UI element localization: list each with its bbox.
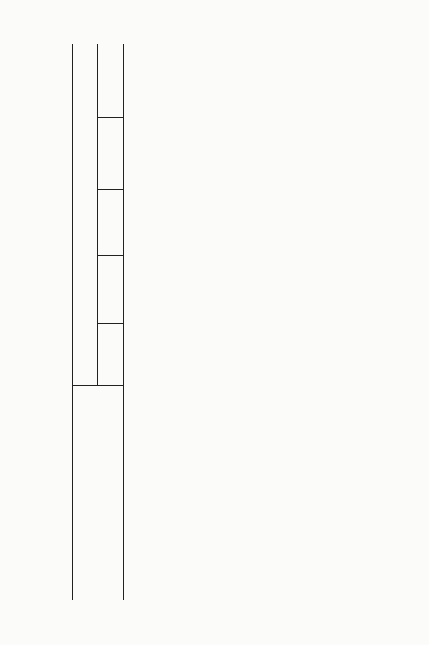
values-header bbox=[73, 44, 98, 386]
rotated-page-content bbox=[50, 40, 390, 600]
col-header-2 bbox=[98, 256, 124, 324]
param-header-cell bbox=[73, 386, 124, 600]
col-header-5 bbox=[98, 44, 124, 118]
group-header bbox=[98, 190, 110, 256]
col-header-3 bbox=[109, 190, 124, 256]
col-header-4 bbox=[98, 118, 124, 190]
parameters-table bbox=[72, 44, 124, 600]
col-header-1 bbox=[98, 324, 124, 386]
